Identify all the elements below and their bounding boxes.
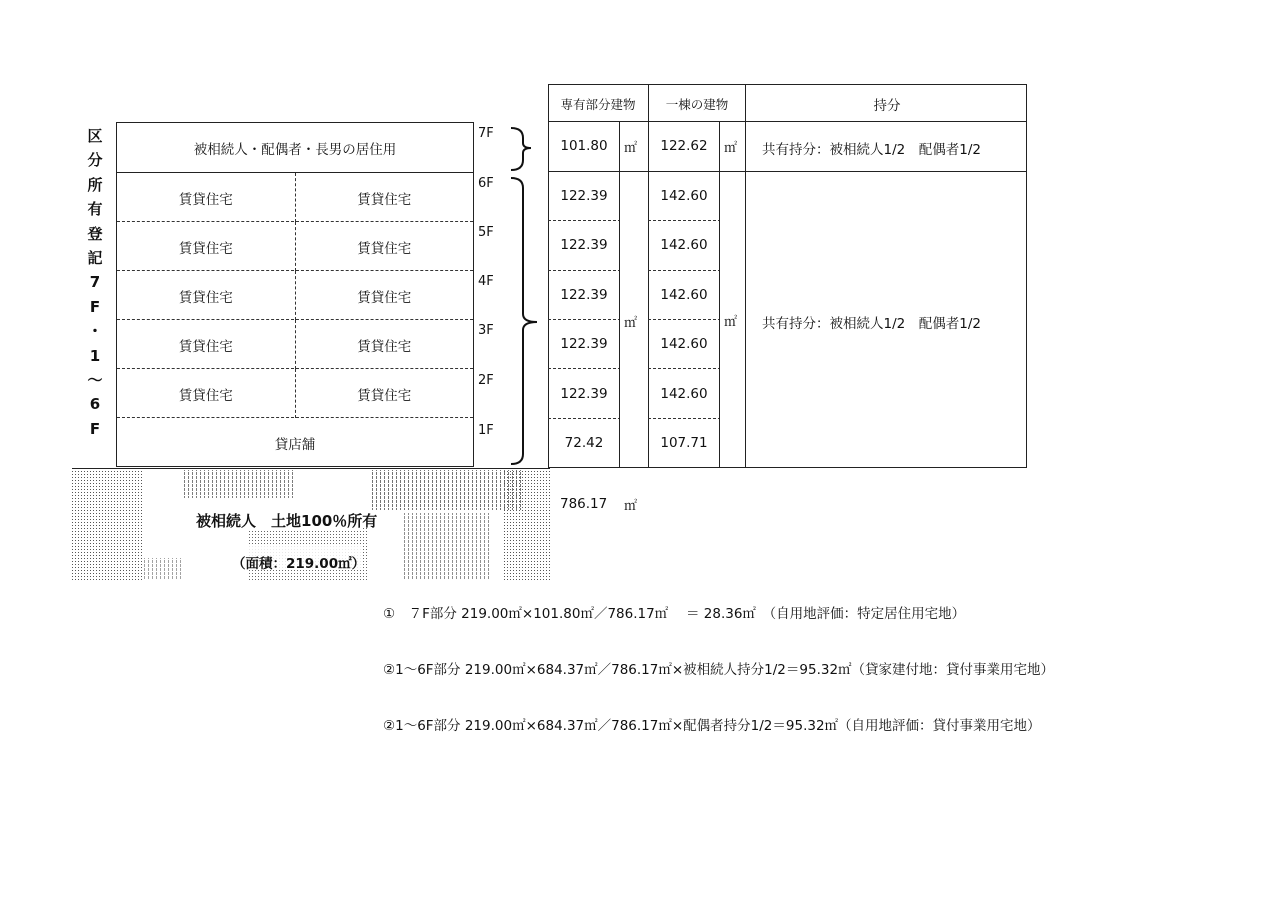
residence-cell: 被相続人・配偶者・長男の居住用 — [193, 141, 397, 158]
exclusive-2f: 122.39 — [560, 386, 608, 402]
unit-label: ㎡ — [724, 315, 738, 330]
side-char: F — [89, 297, 101, 316]
exclusive-3f: 122.39 — [560, 336, 608, 352]
building-7f: 122.62 — [660, 138, 708, 154]
rental-cell: 賃貸住宅 — [357, 191, 412, 208]
brace-7f — [511, 128, 531, 170]
land-area-label: （面積：219.00㎡） — [232, 556, 366, 572]
side-char: 登 — [87, 224, 103, 243]
side-char: 〜 — [87, 371, 103, 390]
rental-cell: 賃貸住宅 — [117, 222, 296, 271]
side-char: 1 — [89, 346, 101, 365]
floor-1-row — [117, 417, 473, 467]
share-1to6f: 共有持分：被相続人1/2 配偶者1/2 — [762, 316, 981, 332]
side-char: 記 — [87, 249, 103, 268]
formula-2: ②1～6F部分 219.00㎡×684.37㎡／786.17㎡×被相続人持分1/2＝95.32㎡（貸家建付地：貸付事業用宅地） — [383, 662, 1055, 678]
unit-label: ㎡ — [724, 141, 738, 156]
floor-6-row — [117, 172, 473, 222]
side-char: ・ — [87, 322, 103, 341]
rental-cell: 賃貸住宅 — [357, 338, 412, 355]
formula-1: ① ７F部分 219.00㎡×101.80㎡／786.17㎡ ＝ 28.36㎡ （自用地評価：特定居住用宅地） — [383, 606, 966, 622]
floor-5-row — [117, 221, 473, 271]
total-unit: ㎡ — [624, 499, 638, 514]
header-share: 持分 — [873, 98, 901, 114]
side-char: 有 — [87, 200, 103, 219]
floor-label: 2F — [478, 373, 494, 388]
floor-label: 6F — [478, 176, 494, 191]
exclusive-7f: 101.80 — [560, 138, 608, 154]
vertical-side-label — [86, 124, 104, 441]
exclusive-4f: 122.39 — [560, 287, 608, 303]
floor-label: 3F — [478, 323, 494, 338]
building-6f: 142.60 — [660, 188, 708, 204]
rental-cell: 賃貸住宅 — [357, 387, 412, 404]
building-3f: 142.60 — [660, 336, 708, 352]
rental-cell: 賃貸住宅 — [357, 240, 412, 257]
building-1f: 107.71 — [660, 435, 708, 451]
rental-cell: 賃貸住宅 — [117, 369, 296, 418]
side-char: 区 — [87, 127, 103, 145]
exclusive-6f: 122.39 — [560, 188, 608, 204]
side-char: F — [89, 419, 101, 438]
total-area: 786.17 — [560, 496, 608, 512]
rental-cell: 賃貸住宅 — [117, 173, 296, 222]
side-char: 分 — [87, 151, 103, 170]
floor-label: 5F — [478, 225, 494, 240]
floor-4-row — [117, 270, 473, 320]
header-whole-building: 一棟の建物 — [665, 97, 729, 112]
rental-cell: 賃貸住宅 — [117, 320, 296, 369]
floor-7-row — [117, 123, 473, 172]
building-2f: 142.60 — [660, 386, 708, 402]
building-4f: 142.60 — [660, 287, 708, 303]
rental-cell: 賃貸住宅 — [117, 271, 296, 320]
unit-label: ㎡ — [624, 141, 638, 156]
exclusive-5f: 122.39 — [560, 237, 608, 253]
building-5f: 142.60 — [660, 237, 708, 253]
side-char: 6 — [89, 395, 101, 414]
side-char: 所 — [87, 175, 103, 194]
floor-label: 7F — [478, 126, 494, 141]
formula-3: ②1～6F部分 219.00㎡×684.37㎡／786.17㎡×配偶者持分1/2＝95.32㎡（自用地評価：貸付事業用宅地） — [383, 718, 1041, 734]
building-section — [116, 122, 474, 467]
shop-cell: 貸店舗 — [274, 436, 316, 453]
floor-3-row — [117, 319, 473, 369]
side-char: 7 — [89, 273, 101, 292]
exclusive-1f: 72.42 — [564, 435, 604, 451]
floor-label: 1F — [478, 423, 494, 438]
floor-braces — [505, 124, 545, 472]
land-owner-label: 被相続人 土地100％所有 — [196, 512, 378, 530]
share-7f: 共有持分：被相続人1/2 配偶者1/2 — [762, 142, 981, 158]
rental-cell: 賃貸住宅 — [357, 289, 412, 306]
floor-2-row — [117, 368, 473, 418]
brace-1to6f — [511, 178, 537, 464]
unit-label: ㎡ — [624, 316, 638, 331]
floor-label: 4F — [478, 274, 494, 289]
header-exclusive: 専有部分建物 — [560, 97, 636, 112]
